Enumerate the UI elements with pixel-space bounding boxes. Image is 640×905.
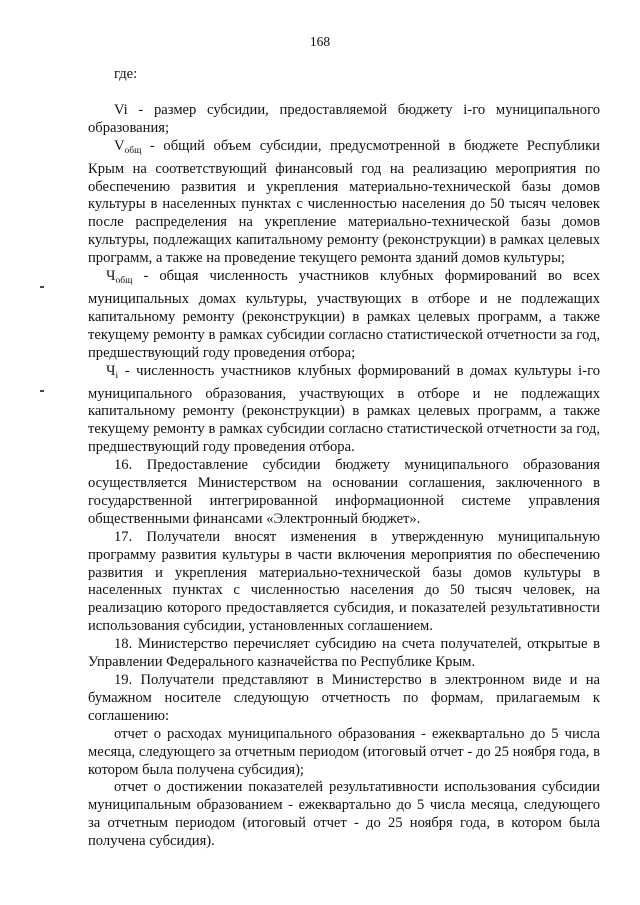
paragraph-16: 16. Предоставление субсидии бюджету муниципального образования осуществляется Министерством на основании соглашения, заключенного в государственной интегрированной информационной системе управления общественными финансами «Электронный бюджет». <box>88 457 600 527</box>
definition-vobsh <box>88 138 600 268</box>
report-indicators: отчет о достижении показателей результативности использования субсидии муниципальным образованием - ежеквартально до 5 числа месяца, следующего за отчетным периодом (итоговый отчет - до 25 ноября года, в котором была получена субсидия). <box>88 779 600 850</box>
scan-mark <box>40 286 44 288</box>
document-body <box>88 62 600 851</box>
page-number: 168 <box>309 34 331 49</box>
paragraph-18: 18. Министерство перечисляет субсидию на счета получателей, открытые в Управлении Федерального казначейства по Республике Крым. <box>88 636 600 671</box>
report-expenses: отчет о расходах муниципального образования - ежеквартально до 5 числа месяца, следующего за отчетным периодом (итоговый отчет - до 25 ноября года, в котором была получена субсидия); <box>88 725 600 778</box>
where-label: где: <box>114 66 138 82</box>
subscript-obsh: общ <box>124 145 142 156</box>
definition-chobsh <box>88 268 600 363</box>
subscript-i: i <box>115 370 119 381</box>
definition-vi: Vi - размер субсидии, предоставляемой бюджету i-го муниципального образования; <box>88 101 600 136</box>
symbol-ch: Ч <box>106 268 116 285</box>
definition-vobsh-text: - общий объем субсидии, предусмотренной в бюджете Республики Крым на соответствующий финансовый год на реализацию мероприятия по обеспечению развития и укрепления материально-технической базы домов культуры в населенных пунктах с численностью населения до 50 тысяч человек после распределения на укрепление материально-технической базы домов культуры, подлежащих капитальному ремонту (реконструкции) в рамках целевых программ, а также на проведение текущего ремонта зданий домов культуры; <box>88 137 600 267</box>
paragraph-17: 17. Получатели вносят изменения в утвержденную муниципальную программу развития культуры в части включения мероприятия по обеспечению развития и укрепления материально-технической базы домов культуры в населенных пунктах с численностью населения до 50 тысяч человек, на реализацию которого предоставляется субсидия, и показателей результативности использования субсидии, установленных соглашением. <box>88 528 600 635</box>
paragraph-19: 19. Получатели представляют в Министерство в электронном виде и на бумажном носителе следующую отчетность по формам, прилагаемым к соглашению: <box>88 672 600 724</box>
definition-chi-text: - численность участников клубных формирований в домах культуры i-го муниципального образования, участвующих в отборе и не подлежащих капитальному ремонту (реконструкции) в рамках целевых программ, а также текущему ремонту в рамках субсидии согласно статистической отчетности за год, предшествующий году проведения отбора. <box>88 362 600 456</box>
definition-chi <box>88 363 600 458</box>
symbol-v: V <box>114 137 125 154</box>
subscript-obsh: общ <box>115 276 133 287</box>
symbol-ch: Ч <box>106 362 116 379</box>
definition-chobsh-text: - общая численность участников клубных формирований во всех муниципальных домах культуры, участвующих в отборе и не подлежащих капитальному ремонту (реконструкции) в рамках целевых программ, а также текущему ремонту в рамках субсидии согласно статистической отчетности за год, предшествующий году проведения отбора; <box>88 268 600 361</box>
scan-mark <box>40 390 44 392</box>
